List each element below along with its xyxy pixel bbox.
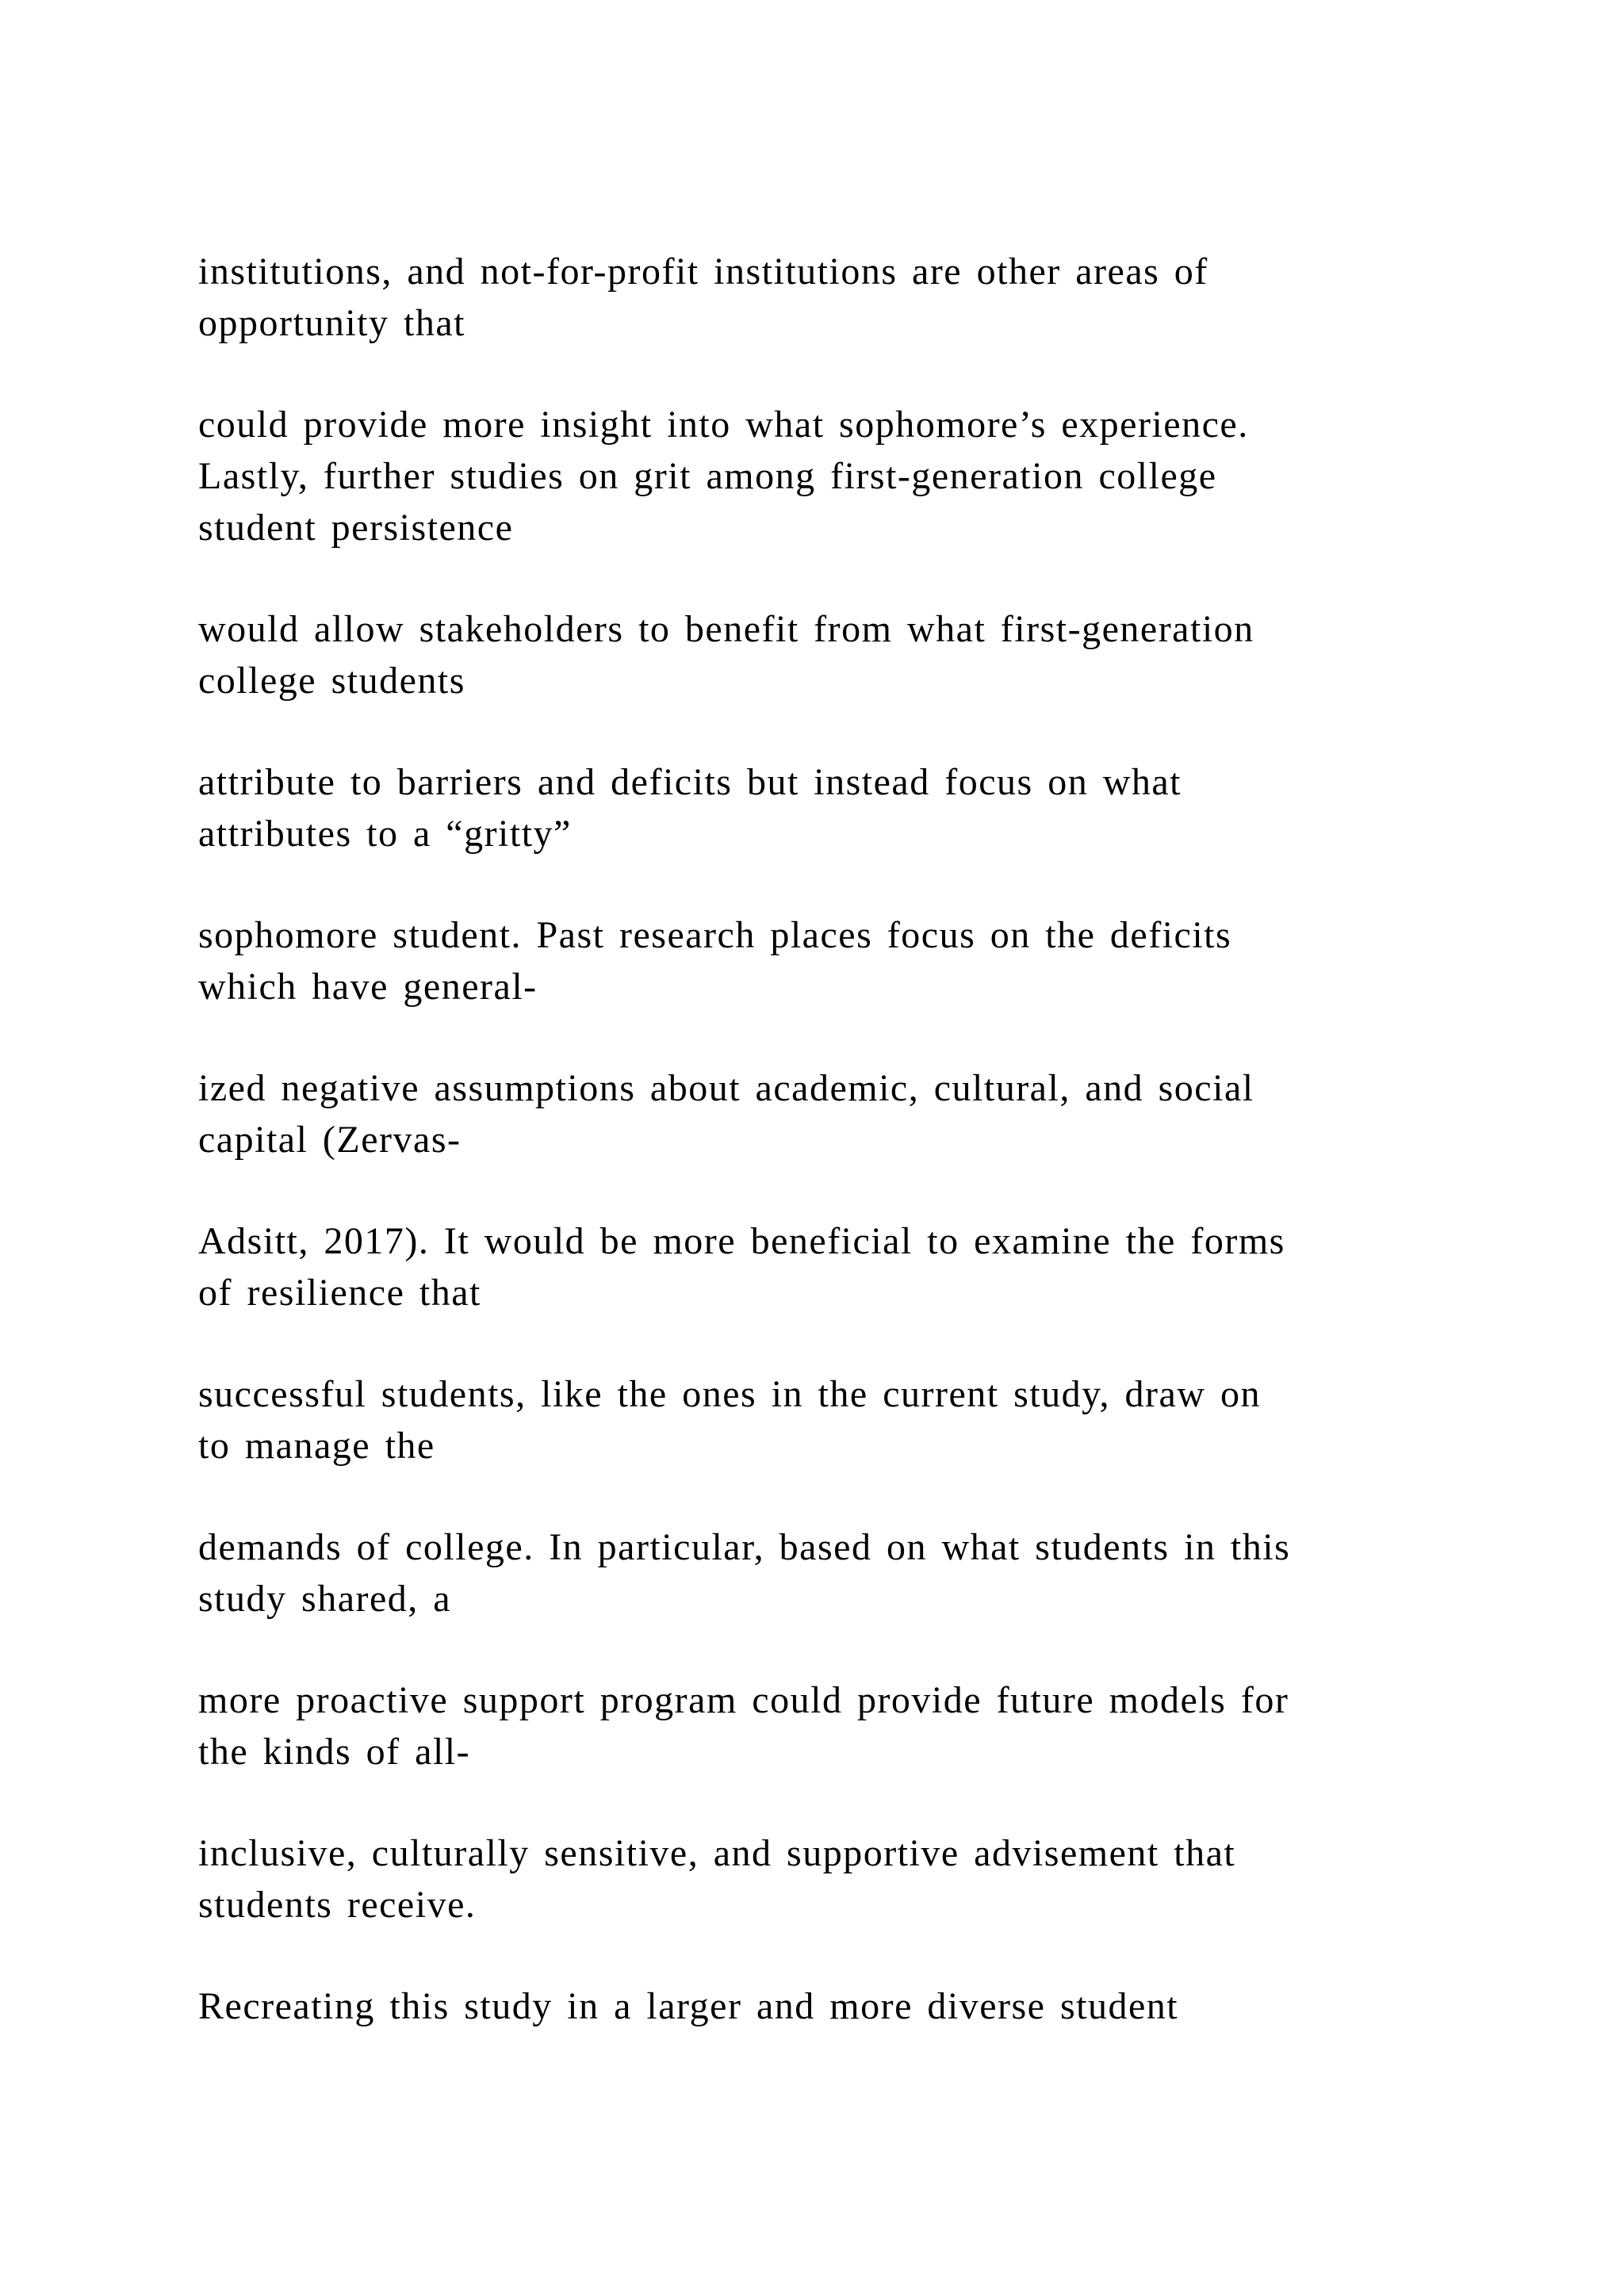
paragraph — [198, 399, 1467, 553]
text-line: attributes to a “gritty” — [198, 813, 572, 855]
text-line: the kinds of all- — [198, 1731, 471, 1773]
text-line: could provide more insight into what sophomore’s experience. — [198, 404, 1249, 446]
text-line: to manage the — [198, 1425, 435, 1467]
paragraph — [198, 909, 1467, 1012]
text-line: of resilience that — [198, 1272, 481, 1314]
paragraph — [198, 1521, 1467, 1624]
paragraph — [198, 1980, 1467, 2032]
text-line: capital (Zervas- — [198, 1119, 462, 1161]
text-line: students receive. — [198, 1884, 477, 1926]
text-line: would allow stakeholders to benefit from what first-generation — [198, 608, 1254, 650]
paragraph — [198, 246, 1467, 349]
text-line: opportunity that — [198, 302, 465, 344]
text-line: more proactive support program could provide future models for — [198, 1679, 1289, 1721]
text-line: institutions, and not-for-profit institutions are other areas of — [198, 251, 1208, 293]
paragraph — [198, 1215, 1467, 1318]
text-line: successful students, like the ones in the current study, draw on — [198, 1373, 1261, 1415]
paragraph — [198, 756, 1467, 859]
text-line: demands of college. In particular, based on what students in this — [198, 1526, 1291, 1568]
paragraph — [198, 1827, 1467, 1931]
text-line: student persistence — [198, 507, 514, 549]
text-line: college students — [198, 660, 465, 702]
text-line: Adsitt, 2017). It would be more beneficial to examine the forms — [198, 1220, 1285, 1262]
text-line: ized negative assumptions about academic, cultural, and social — [198, 1067, 1254, 1109]
text-line: study shared, a — [198, 1578, 452, 1620]
paragraph — [198, 1062, 1467, 1165]
text-line: Lastly, further studies on grit among first-generation college — [198, 455, 1217, 497]
text-line: which have general- — [198, 966, 538, 1008]
text-line: sophomore student. Past research places focus on the deficits — [198, 914, 1232, 956]
paragraph — [198, 1674, 1467, 1777]
paragraph — [198, 603, 1467, 706]
paragraph — [198, 1368, 1467, 1471]
text-line: attribute to barriers and deficits but instead focus on what — [198, 761, 1182, 803]
text-line: Recreating this study in a larger and more diverse student — [198, 1985, 1179, 2027]
text-line: inclusive, culturally sensitive, and supportive advisement that — [198, 1832, 1236, 1874]
document-body — [198, 246, 1467, 2082]
